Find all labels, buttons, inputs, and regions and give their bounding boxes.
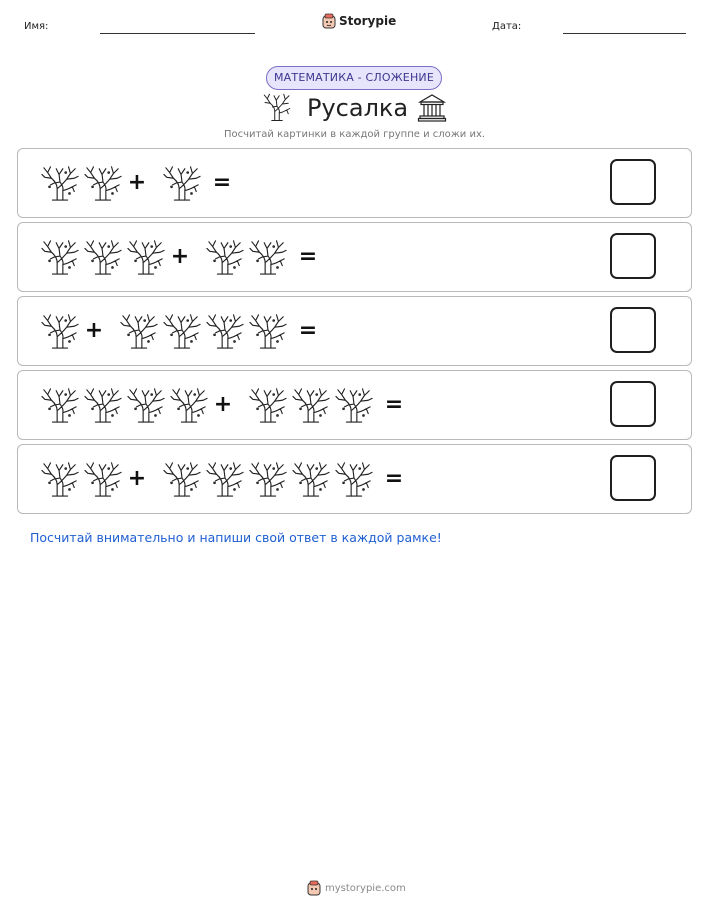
coral-icon [167, 386, 210, 424]
coral-icon [38, 312, 81, 350]
plus-sign: + [84, 318, 104, 343]
coral-icon [160, 460, 203, 498]
coral-icon [203, 460, 246, 498]
coral-icon [332, 460, 375, 498]
bottom-instruction: Посчитай внимательно и напиши свой ответ в каждой рамке! [30, 530, 442, 545]
plus-sign: + [170, 244, 190, 269]
date-line[interactable] [563, 33, 686, 34]
equals-sign: = [298, 318, 318, 343]
plus-sign: + [127, 170, 147, 195]
logo-text: Storypie [339, 14, 397, 28]
coral-icon [81, 238, 124, 276]
storypie-mascot-icon [307, 880, 321, 896]
coral-icon [332, 386, 375, 424]
name-label: Имя: [24, 21, 49, 32]
problem-expression [38, 223, 321, 291]
coral-icon [203, 312, 246, 350]
subject-badge: МАТЕМАТИКА - СЛОЖЕНИЕ [266, 66, 442, 90]
problem-expression [38, 445, 407, 513]
coral-icon [246, 460, 289, 498]
coral-icon [246, 238, 289, 276]
problem-expression [38, 297, 321, 365]
equals-sign: = [384, 392, 404, 417]
name-line[interactable] [100, 33, 255, 34]
coral-icon [38, 460, 81, 498]
coral-icon [246, 312, 289, 350]
coral-icon [203, 238, 246, 276]
answer-box[interactable] [610, 159, 656, 205]
coral-icon [81, 386, 124, 424]
answer-box[interactable] [610, 307, 656, 353]
equals-sign: = [212, 170, 232, 195]
page-title: Русалка [307, 94, 409, 122]
storypie-logo [322, 13, 396, 29]
coral-icon [38, 386, 81, 424]
storypie-mascot-icon [322, 13, 336, 29]
answer-box[interactable] [610, 233, 656, 279]
problem-row [17, 296, 692, 366]
date-label: Дата: [492, 21, 522, 32]
problem-row [17, 148, 692, 218]
footer-url: mystorypie.com [325, 882, 406, 894]
answer-box[interactable] [610, 455, 656, 501]
coral-icon [38, 164, 81, 202]
problem-row [17, 222, 692, 292]
coral-icon [124, 238, 167, 276]
problem-row [17, 444, 692, 514]
problem-row [17, 370, 692, 440]
coral-icon [160, 164, 203, 202]
footer [307, 880, 406, 896]
problem-expression [38, 371, 407, 439]
coral-icon [81, 460, 124, 498]
plus-sign: + [213, 392, 233, 417]
coral-icon [160, 312, 203, 350]
plus-sign: + [127, 466, 147, 491]
instructions-subtitle: Посчитай картинки в каждой группе и сложи их. [223, 129, 486, 140]
coral-icon [289, 460, 332, 498]
coral-icon [246, 386, 289, 424]
equals-sign: = [298, 244, 318, 269]
coral-icon [81, 164, 124, 202]
coral-icon [117, 312, 160, 350]
problem-expression [38, 149, 235, 217]
coral-icon [289, 386, 332, 424]
coral-icon [38, 238, 81, 276]
answer-box[interactable] [610, 381, 656, 427]
underwater-temple-icon [417, 92, 447, 122]
equals-sign: = [384, 466, 404, 491]
coral-icon [262, 92, 292, 122]
coral-icon [124, 386, 167, 424]
